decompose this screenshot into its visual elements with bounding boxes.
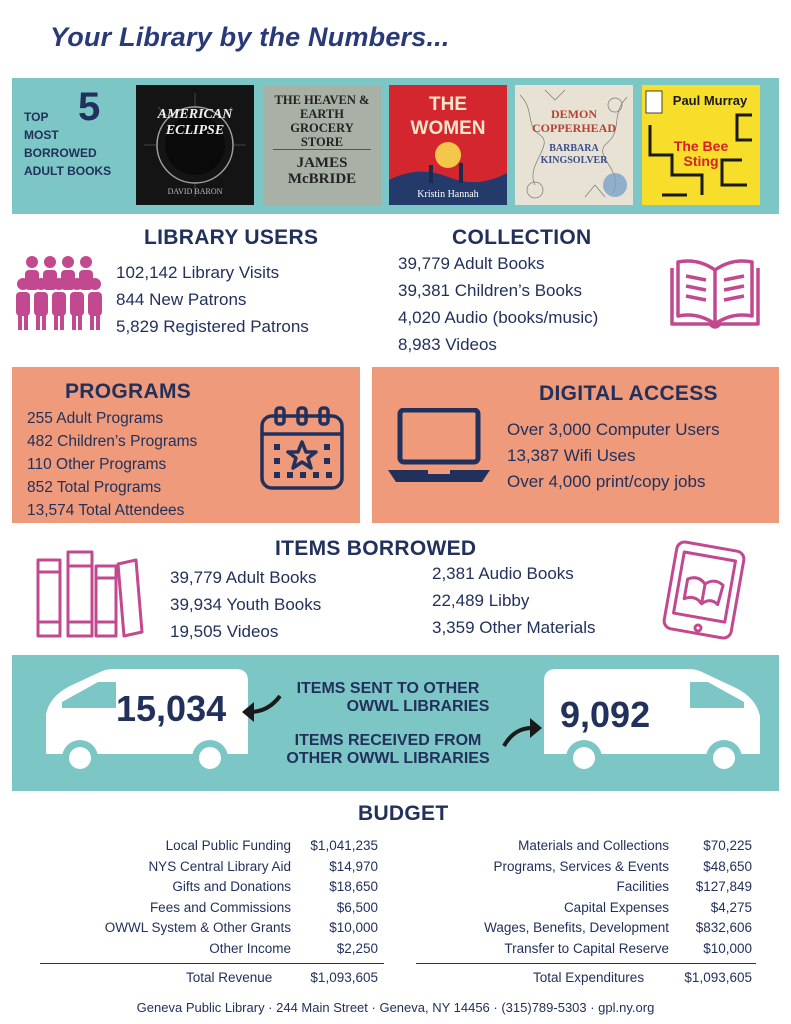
expenditure-label: Programs, Services & Events [493, 858, 669, 874]
total-expenditures-label: Total Expenditures [533, 970, 645, 985]
list-item: 102,142 Library Visits [116, 263, 280, 282]
revenue-label: OWWL System & Other Grants [104, 920, 291, 935]
revenue-label: NYS Central Library Aid [148, 858, 291, 874]
top-number: 5 [78, 85, 101, 129]
revenue-label: Other Income [209, 940, 291, 956]
tablet-reader-icon [656, 540, 748, 642]
revenue-labels [20, 836, 291, 959]
digital-access-list [507, 420, 720, 498]
open-book-icon [666, 254, 764, 334]
revenue-amount: $2,250 [336, 940, 378, 956]
expenditure-amount: $4,275 [710, 899, 752, 915]
expenditure-amount: $10,000 [703, 940, 752, 956]
list-item: 39,934 Youth Books [170, 595, 322, 614]
books-stack-icon [32, 548, 144, 640]
list-item: 844 New Patrons [116, 290, 247, 309]
expenditure-amount: $48,650 [703, 858, 752, 874]
book-cover-the-bee-sting: The Bee Sting Paul Murray [642, 85, 760, 205]
items-borrowed-heading: ITEMS BORROWED [275, 537, 477, 560]
book-cover-heaven-earth-grocery-store: THE HEAVEN & EARTH GROCERY STORE JAMES McBRIDE [263, 85, 381, 205]
items-sent-label: ITEMS SENT TO OTHER OWWL LIBRARIES [296, 680, 490, 715]
budget-heading: BUDGET [358, 802, 449, 825]
items-received-label: ITEMS RECEIVED FROM OTHER OWWL LIBRARIES [286, 732, 490, 767]
list-item: 13,387 Wifi Uses [507, 446, 636, 465]
expenditure-label: Transfer to Capital Reserve [504, 940, 669, 956]
book-cover-american-eclipse: AMERICAN ECLIPSE DAVID BARON [136, 85, 254, 205]
list-item: 3,359 Other Materials [432, 618, 596, 637]
revenue-label: Local Public Funding [165, 838, 291, 853]
revenue-label: Fees and Commissions [149, 899, 291, 915]
items-borrowed-left-list [170, 568, 321, 649]
revenue-amount: $6,500 [336, 899, 378, 915]
digital-access-heading: DIGITAL ACCESS [539, 382, 718, 405]
top-books-label: TOP MOST BORROWED ADULT BOOKS 5 [24, 85, 112, 178]
list-item: 13,574 Total Attendees [27, 502, 185, 519]
list-item: 8,983 Videos [398, 335, 497, 354]
revenue-divider [40, 963, 384, 964]
total-expenditures-amount: $1,093,605 [684, 970, 752, 985]
expenditure-amount: $70,225 [703, 838, 752, 853]
laptop-icon [386, 408, 492, 484]
library-users-heading: LIBRARY USERS [144, 226, 319, 249]
items-received-number: 9,092 [560, 694, 651, 735]
expenditure-label: Facilities [616, 879, 669, 894]
book-cover-demon-copperhead: DEMON COPPERHEAD BARBARA KINGSOLVER [515, 85, 633, 205]
expenditure-label: Wages, Benefits, Development [484, 920, 669, 935]
expenditure-labels [410, 836, 669, 959]
revenue-label: Gifts and Donations [172, 879, 291, 894]
collection-list [398, 254, 598, 362]
expenditure-amount: $127,849 [695, 879, 752, 894]
list-item: 22,489 Libby [432, 591, 530, 610]
arrow-left-icon [240, 690, 284, 724]
book-cover-the-women: THE WOMEN Kristin Hannah [389, 85, 507, 205]
list-item: 39,779 Adult Books [398, 254, 545, 273]
expenditure-amounts [672, 836, 752, 959]
list-item: 4,020 Audio (books/music) [398, 308, 599, 327]
expenditure-label: Materials and Collections [518, 838, 669, 853]
items-borrowed-right-list [432, 564, 595, 645]
list-item: 255 Adult Programs [27, 410, 164, 427]
arrow-right-icon [500, 716, 544, 750]
list-item: 19,505 Videos [170, 622, 279, 641]
collection-heading: COLLECTION [452, 226, 592, 249]
list-item: Over 3,000 Computer Users [507, 420, 720, 439]
items-sent-number: 15,034 [116, 688, 227, 729]
revenue-amount: $14,970 [329, 858, 378, 874]
revenue-amounts [296, 836, 378, 959]
list-item: 39,779 Adult Books [170, 568, 317, 587]
expenditure-amount: $832,606 [695, 920, 752, 935]
revenue-amount: $10,000 [329, 920, 378, 935]
footer-contact: Geneva Public Library · 244 Main Street · Geneva, NY 14456 · (315)789-5303 · gpl.ny.org [136, 1000, 655, 1015]
programs-heading: PROGRAMS [65, 380, 192, 403]
revenue-amount: $18,650 [329, 879, 378, 894]
expenditure-divider [416, 963, 756, 964]
total-revenue-amount: $1,093,605 [310, 970, 378, 985]
list-item: 482 Children’s Programs [27, 433, 198, 450]
list-item: 852 Total Programs [27, 479, 162, 496]
list-item: 110 Other Programs [27, 456, 167, 473]
list-item: 39,381 Children’s Books [398, 281, 582, 300]
library-users-list [116, 263, 309, 344]
people-icon [14, 254, 104, 334]
total-revenue-label: Total Revenue [186, 970, 273, 985]
calendar-icon [258, 404, 348, 494]
list-item: 2,381 Audio Books [432, 564, 574, 583]
expenditure-label: Capital Expenses [563, 899, 669, 915]
programs-list [27, 410, 197, 525]
page-title: Your Library by the Numbers... [50, 22, 450, 52]
list-item: 5,829 Registered Patrons [116, 317, 309, 336]
revenue-amount: $1,041,235 [310, 838, 378, 853]
list-item: Over 4,000 print/copy jobs [507, 472, 706, 491]
